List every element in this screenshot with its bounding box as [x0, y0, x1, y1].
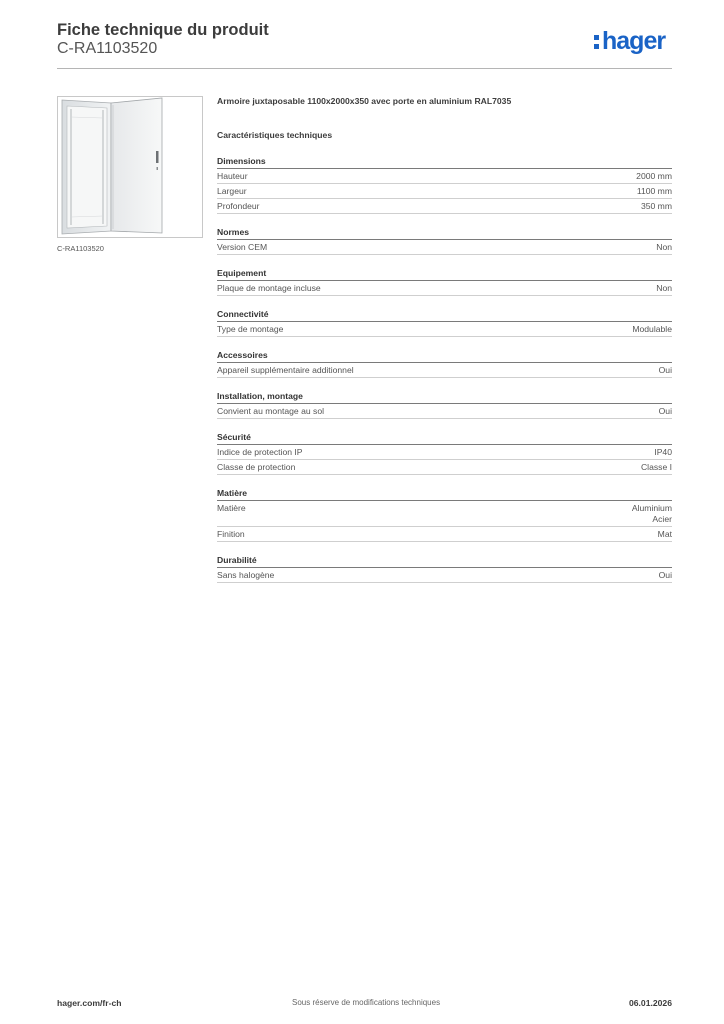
section-title: Dimensions: [217, 155, 672, 169]
cabinet-illustration-icon: [58, 97, 202, 237]
spec-label: Hauteur: [217, 171, 248, 181]
product-image: [57, 96, 203, 238]
page-title: Fiche technique du produit: [57, 21, 269, 39]
spec-value: Aluminium Acier: [631, 503, 672, 524]
logo-colon-icon: [594, 27, 599, 53]
spec-section: [217, 155, 672, 214]
spec-value: Classe I: [640, 462, 672, 472]
spec-section: [217, 267, 672, 296]
spec-label: Profondeur: [217, 201, 260, 211]
section-title: Normes: [217, 226, 672, 240]
hager-logo: [594, 27, 665, 59]
spec-section: [217, 554, 672, 583]
spec-label: Largeur: [217, 186, 247, 196]
spec-value: 350 mm: [640, 201, 672, 211]
spec-value: Mat: [657, 529, 672, 539]
spec-section: [217, 308, 672, 337]
spec-row: [217, 501, 672, 527]
spec-row: [217, 322, 672, 337]
product-details: [217, 95, 672, 583]
spec-section: [217, 431, 672, 475]
spec-row: [217, 240, 672, 255]
product-description: Armoire juxtaposable 1100x2000x350 avec porte en aluminium RAL7035: [217, 96, 512, 106]
spec-section: [217, 349, 672, 378]
spec-label: Plaque de montage incluse: [217, 283, 321, 293]
spec-row: [217, 184, 672, 199]
spec-value: Oui: [658, 365, 672, 375]
spec-value: 2000 mm: [636, 171, 672, 181]
spec-label: Indice de protection IP: [217, 447, 303, 457]
section-title: Durabilité: [217, 554, 672, 568]
spec-row: [217, 363, 672, 378]
spec-value: IP40: [654, 447, 672, 457]
spec-label: Sans halogène: [217, 570, 275, 580]
spec-label: Matière: [217, 503, 246, 513]
product-code: C-RA1103520: [57, 40, 158, 57]
spec-label: Finition: [217, 529, 245, 539]
spec-value: Non: [656, 283, 672, 293]
spec-row: [217, 199, 672, 214]
spec-value: 1100 mm: [636, 186, 672, 196]
spec-label: Classe de protection: [217, 462, 296, 472]
spec-row: [217, 568, 672, 583]
technical-characteristics-heading: Caractéristiques techniques: [217, 130, 333, 140]
spec-label: Type de montage: [217, 324, 284, 334]
spec-row: [217, 404, 672, 419]
spec-section: [217, 226, 672, 255]
spec-label: Appareil supplémentaire additionnel: [217, 365, 354, 375]
section-title: Connectivité: [217, 308, 672, 322]
spec-section: [217, 390, 672, 419]
header-divider: [57, 68, 672, 69]
footer-website: hager.com/fr-ch: [57, 998, 122, 1008]
spec-value: Non: [656, 242, 672, 252]
characteristics-sections: [217, 155, 672, 583]
footer-date: 06.01.2026: [628, 998, 672, 1008]
spec-row: [217, 281, 672, 296]
section-title: Accessoires: [217, 349, 672, 363]
section-title: Sécurité: [217, 431, 672, 445]
spec-row: [217, 445, 672, 460]
spec-value: Oui: [658, 406, 672, 416]
spec-value: Oui: [658, 570, 672, 580]
spec-section: [217, 487, 672, 542]
image-caption: C-RA1103520: [57, 244, 104, 253]
spec-label: Convient au montage au sol: [217, 406, 325, 416]
section-title: Installation, montage: [217, 390, 672, 404]
section-title: Matière: [217, 487, 672, 501]
spec-row: [217, 460, 672, 475]
spec-row: [217, 169, 672, 184]
footer-notice: Sous réserve de modifications techniques: [292, 998, 441, 1007]
section-title: Equipement: [217, 267, 672, 281]
spec-value: Modulable: [632, 324, 672, 334]
logo-text: hager: [602, 27, 666, 55]
spec-row: [217, 527, 672, 542]
spec-label: Version CEM: [217, 242, 268, 252]
